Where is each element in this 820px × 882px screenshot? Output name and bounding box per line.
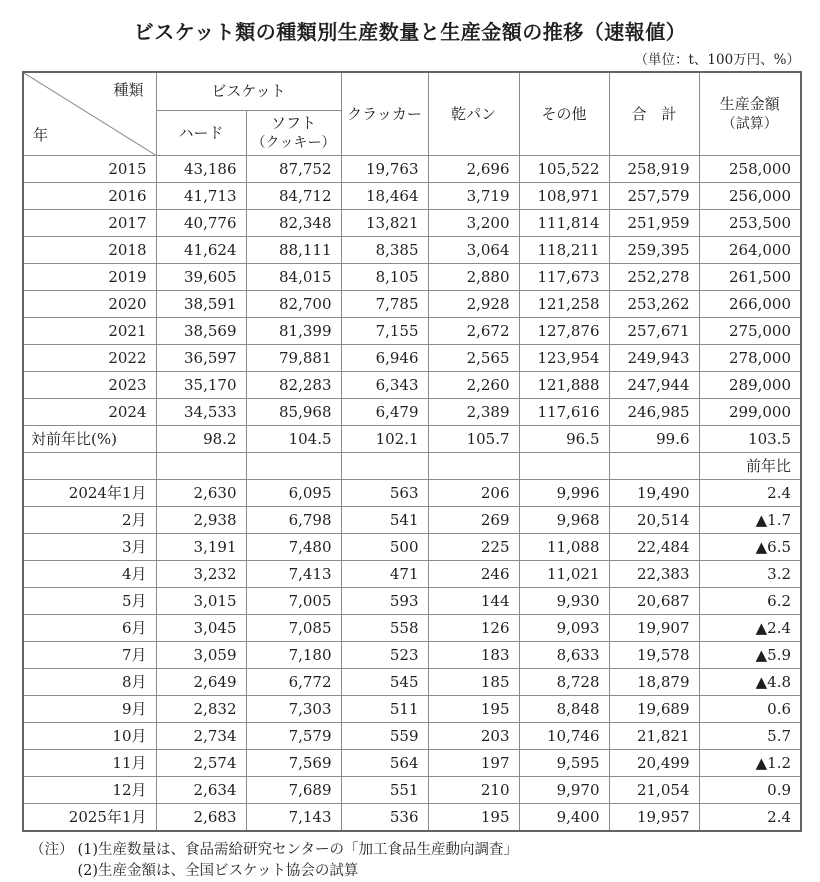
value-cell: 9,996: [519, 480, 609, 507]
value-cell: [519, 453, 609, 480]
header-type-label: 種類: [113, 81, 144, 99]
value-cell: 3,191: [156, 534, 246, 561]
value-cell: 197: [428, 750, 519, 777]
value-cell: 7,180: [246, 642, 341, 669]
value-cell: 20,514: [609, 507, 699, 534]
value-cell: 7,005: [246, 588, 341, 615]
value-cell: ▲1.2: [699, 750, 801, 777]
value-cell: 118,211: [519, 237, 609, 264]
value-cell: 593: [341, 588, 428, 615]
value-cell: 261,500: [699, 264, 801, 291]
row-label: 2024: [23, 399, 156, 426]
table-row: [23, 183, 801, 210]
value-cell: 96.5: [519, 426, 609, 453]
row-label: 2024年1月: [23, 480, 156, 507]
value-cell: 21,054: [609, 777, 699, 804]
header-biscuit-group: ビスケット: [156, 72, 341, 111]
value-cell: 22,383: [609, 561, 699, 588]
row-label: 7月: [23, 642, 156, 669]
value-cell: 81,399: [246, 318, 341, 345]
table-row: [23, 561, 801, 588]
value-cell: 127,876: [519, 318, 609, 345]
row-label: 12月: [23, 777, 156, 804]
table-row: [23, 345, 801, 372]
value-cell: 2,630: [156, 480, 246, 507]
value-cell: 206: [428, 480, 519, 507]
value-cell: 9,400: [519, 804, 609, 832]
table-row: [23, 534, 801, 561]
value-cell: ▲5.9: [699, 642, 801, 669]
value-cell: 22,484: [609, 534, 699, 561]
value-cell: 11,021: [519, 561, 609, 588]
value-cell: 35,170: [156, 372, 246, 399]
value-cell: 38,591: [156, 291, 246, 318]
value-cell: 144: [428, 588, 519, 615]
value-cell: 0.9: [699, 777, 801, 804]
table-row: [23, 156, 801, 183]
value-cell: 41,713: [156, 183, 246, 210]
value-cell: 前年比: [699, 453, 801, 480]
value-cell: 7,785: [341, 291, 428, 318]
value-cell: 0.6: [699, 696, 801, 723]
value-cell: 246: [428, 561, 519, 588]
header-year-label: 年: [33, 126, 49, 145]
value-cell: [609, 453, 699, 480]
value-cell: 6,343: [341, 372, 428, 399]
table-row: [23, 642, 801, 669]
value-cell: 18,464: [341, 183, 428, 210]
value-cell: 121,888: [519, 372, 609, 399]
value-cell: 8,633: [519, 642, 609, 669]
row-label: 2017: [23, 210, 156, 237]
value-cell: 195: [428, 696, 519, 723]
value-cell: 3,719: [428, 183, 519, 210]
value-cell: 88,111: [246, 237, 341, 264]
value-cell: 108,971: [519, 183, 609, 210]
table-row: [23, 453, 801, 480]
value-cell: 82,283: [246, 372, 341, 399]
value-cell: 82,348: [246, 210, 341, 237]
value-cell: 7,480: [246, 534, 341, 561]
value-cell: 38,569: [156, 318, 246, 345]
row-label: 6月: [23, 615, 156, 642]
value-cell: 19,578: [609, 642, 699, 669]
value-cell: 9,970: [519, 777, 609, 804]
header-total: 合 計: [609, 72, 699, 156]
value-cell: ▲6.5: [699, 534, 801, 561]
value-cell: 105.7: [428, 426, 519, 453]
table-body: [23, 156, 801, 832]
value-cell: 559: [341, 723, 428, 750]
value-cell: 253,262: [609, 291, 699, 318]
value-cell: 558: [341, 615, 428, 642]
value-cell: 19,490: [609, 480, 699, 507]
value-cell: 8,105: [341, 264, 428, 291]
value-cell: 105,522: [519, 156, 609, 183]
value-cell: 99.6: [609, 426, 699, 453]
value-cell: 2,928: [428, 291, 519, 318]
row-label: 5月: [23, 588, 156, 615]
row-label: 2023: [23, 372, 156, 399]
value-cell: 252,278: [609, 264, 699, 291]
value-cell: 2,574: [156, 750, 246, 777]
row-label: 2020: [23, 291, 156, 318]
row-label: [23, 453, 156, 480]
value-cell: 10,746: [519, 723, 609, 750]
value-cell: 2.4: [699, 480, 801, 507]
value-cell: 2,938: [156, 507, 246, 534]
value-cell: 299,000: [699, 399, 801, 426]
value-cell: 246,985: [609, 399, 699, 426]
value-cell: 98.2: [156, 426, 246, 453]
value-cell: 2,832: [156, 696, 246, 723]
value-cell: 20,687: [609, 588, 699, 615]
value-cell: 249,943: [609, 345, 699, 372]
value-cell: 6,095: [246, 480, 341, 507]
value-cell: 523: [341, 642, 428, 669]
value-cell: 256,000: [699, 183, 801, 210]
table-row: [23, 399, 801, 426]
value-cell: 82,700: [246, 291, 341, 318]
row-label: 2019: [23, 264, 156, 291]
value-cell: 7,085: [246, 615, 341, 642]
value-cell: 275,000: [699, 318, 801, 345]
row-label: 2018: [23, 237, 156, 264]
value-cell: 117,673: [519, 264, 609, 291]
header-other: その他: [519, 72, 609, 156]
value-cell: 183: [428, 642, 519, 669]
value-cell: 3,200: [428, 210, 519, 237]
value-cell: 9,968: [519, 507, 609, 534]
value-cell: 195: [428, 804, 519, 832]
header-hard: ハード: [156, 111, 246, 156]
header-soft-line2: （クッキー）: [251, 134, 336, 151]
value-cell: 551: [341, 777, 428, 804]
value-cell: 9,595: [519, 750, 609, 777]
footnote-line-2: (2)生産金額は、全国ビスケット協会の試算: [77, 863, 359, 880]
table-row: [23, 507, 801, 534]
value-cell: 6,946: [341, 345, 428, 372]
table-row: [23, 237, 801, 264]
value-cell: 247,944: [609, 372, 699, 399]
value-cell: ▲4.8: [699, 669, 801, 696]
table-row: [23, 318, 801, 345]
row-label: 2025年1月: [23, 804, 156, 832]
value-cell: [246, 453, 341, 480]
value-cell: 2,649: [156, 669, 246, 696]
value-cell: 39,605: [156, 264, 246, 291]
value-cell: 203: [428, 723, 519, 750]
header-cracker: クラッカー: [341, 72, 428, 156]
table-row: [23, 669, 801, 696]
value-cell: 541: [341, 507, 428, 534]
value-cell: 103.5: [699, 426, 801, 453]
value-cell: 111,814: [519, 210, 609, 237]
value-cell: 19,907: [609, 615, 699, 642]
value-cell: 2,734: [156, 723, 246, 750]
value-cell: 34,533: [156, 399, 246, 426]
value-cell: [341, 453, 428, 480]
value-cell: 18,879: [609, 669, 699, 696]
production-table: [22, 71, 802, 832]
value-cell: 289,000: [699, 372, 801, 399]
value-cell: 43,186: [156, 156, 246, 183]
value-cell: 3,232: [156, 561, 246, 588]
value-cell: 7,569: [246, 750, 341, 777]
table-row: [23, 723, 801, 750]
value-cell: 5.7: [699, 723, 801, 750]
page-title: ビスケット類の種類別生産数量と生産金額の推移（速報値）: [133, 20, 687, 44]
value-cell: 3.2: [699, 561, 801, 588]
value-cell: [156, 453, 246, 480]
value-cell: 258,000: [699, 156, 801, 183]
value-cell: 104.5: [246, 426, 341, 453]
value-cell: 84,712: [246, 183, 341, 210]
value-cell: 2,389: [428, 399, 519, 426]
value-cell: 21,821: [609, 723, 699, 750]
value-cell: 6.2: [699, 588, 801, 615]
header-soft-line1: ソフト: [271, 113, 317, 132]
value-cell: 40,776: [156, 210, 246, 237]
value-cell: 185: [428, 669, 519, 696]
value-cell: 6,798: [246, 507, 341, 534]
table-row: [23, 777, 801, 804]
value-cell: 7,303: [246, 696, 341, 723]
value-cell: 121,258: [519, 291, 609, 318]
value-cell: 266,000: [699, 291, 801, 318]
value-cell: 7,579: [246, 723, 341, 750]
value-cell: 500: [341, 534, 428, 561]
value-cell: [428, 453, 519, 480]
value-cell: 3,045: [156, 615, 246, 642]
value-cell: 7,689: [246, 777, 341, 804]
value-cell: 2,696: [428, 156, 519, 183]
table-row: [23, 804, 801, 832]
corner-header-cell: [23, 72, 156, 156]
value-cell: 8,728: [519, 669, 609, 696]
value-cell: 36,597: [156, 345, 246, 372]
value-cell: 87,752: [246, 156, 341, 183]
footnote-lines: [74, 840, 518, 882]
table-row: [23, 291, 801, 318]
table-row: [23, 372, 801, 399]
value-cell: 258,919: [609, 156, 699, 183]
row-label: 11月: [23, 750, 156, 777]
row-label: 2022: [23, 345, 156, 372]
value-cell: 123,954: [519, 345, 609, 372]
value-cell: 545: [341, 669, 428, 696]
table-row: [23, 696, 801, 723]
unit-note: （単位：t、100万円、%）: [634, 52, 800, 68]
row-label: 8月: [23, 669, 156, 696]
value-cell: 7,413: [246, 561, 341, 588]
value-cell: 7,155: [341, 318, 428, 345]
header-production-value: [699, 72, 801, 156]
header-production-value-line1: 生産金額: [719, 94, 780, 113]
value-cell: 6,479: [341, 399, 428, 426]
row-label: 9月: [23, 696, 156, 723]
value-cell: 2,880: [428, 264, 519, 291]
header-kanpan: 乾パン: [428, 72, 519, 156]
footnote-prefix: （注）: [30, 842, 74, 858]
row-label: 2016: [23, 183, 156, 210]
value-cell: 259,395: [609, 237, 699, 264]
value-cell: 511: [341, 696, 428, 723]
value-cell: ▲2.4: [699, 615, 801, 642]
footnote-line-1: (1)生産数量は、食品需給研究センターの「加工食品生産動向調査」: [77, 842, 518, 858]
header-production-value-line2: （試算）: [721, 115, 778, 132]
header-soft: [246, 111, 341, 156]
value-cell: 7,143: [246, 804, 341, 832]
value-cell: 536: [341, 804, 428, 832]
value-cell: 2.4: [699, 804, 801, 832]
value-cell: 3,015: [156, 588, 246, 615]
value-cell: ▲1.7: [699, 507, 801, 534]
value-cell: 264,000: [699, 237, 801, 264]
row-label: 2月: [23, 507, 156, 534]
value-cell: 8,385: [341, 237, 428, 264]
value-cell: 471: [341, 561, 428, 588]
row-label: 3月: [23, 534, 156, 561]
table-row: [23, 480, 801, 507]
value-cell: 278,000: [699, 345, 801, 372]
value-cell: 6,772: [246, 669, 341, 696]
row-label: 2021: [23, 318, 156, 345]
footnotes: [30, 840, 820, 882]
value-cell: 564: [341, 750, 428, 777]
value-cell: 210: [428, 777, 519, 804]
value-cell: 126: [428, 615, 519, 642]
table-header: [23, 72, 801, 156]
value-cell: 79,881: [246, 345, 341, 372]
table-row: [23, 750, 801, 777]
table-row: [23, 588, 801, 615]
value-cell: 19,763: [341, 156, 428, 183]
value-cell: 563: [341, 480, 428, 507]
value-cell: 13,821: [341, 210, 428, 237]
value-cell: 3,059: [156, 642, 246, 669]
value-cell: 9,093: [519, 615, 609, 642]
value-cell: 2,672: [428, 318, 519, 345]
value-cell: 3,064: [428, 237, 519, 264]
value-cell: 85,968: [246, 399, 341, 426]
table-row: [23, 210, 801, 237]
row-label: 対前年比(%): [23, 426, 156, 453]
value-cell: 20,499: [609, 750, 699, 777]
value-cell: 8,848: [519, 696, 609, 723]
row-label: 4月: [23, 561, 156, 588]
table-row: [23, 264, 801, 291]
value-cell: 41,624: [156, 237, 246, 264]
value-cell: 19,689: [609, 696, 699, 723]
value-cell: 253,500: [699, 210, 801, 237]
table-row: [23, 615, 801, 642]
value-cell: 84,015: [246, 264, 341, 291]
value-cell: 251,959: [609, 210, 699, 237]
value-cell: 257,671: [609, 318, 699, 345]
value-cell: 225: [428, 534, 519, 561]
value-cell: 257,579: [609, 183, 699, 210]
value-cell: 2,565: [428, 345, 519, 372]
value-cell: 9,930: [519, 588, 609, 615]
value-cell: 2,634: [156, 777, 246, 804]
value-cell: 2,260: [428, 372, 519, 399]
value-cell: 102.1: [341, 426, 428, 453]
row-label: 2015: [23, 156, 156, 183]
value-cell: 269: [428, 507, 519, 534]
table-row: [23, 426, 801, 453]
value-cell: 2,683: [156, 804, 246, 832]
value-cell: 19,957: [609, 804, 699, 832]
value-cell: 11,088: [519, 534, 609, 561]
row-label: 10月: [23, 723, 156, 750]
value-cell: 117,616: [519, 399, 609, 426]
